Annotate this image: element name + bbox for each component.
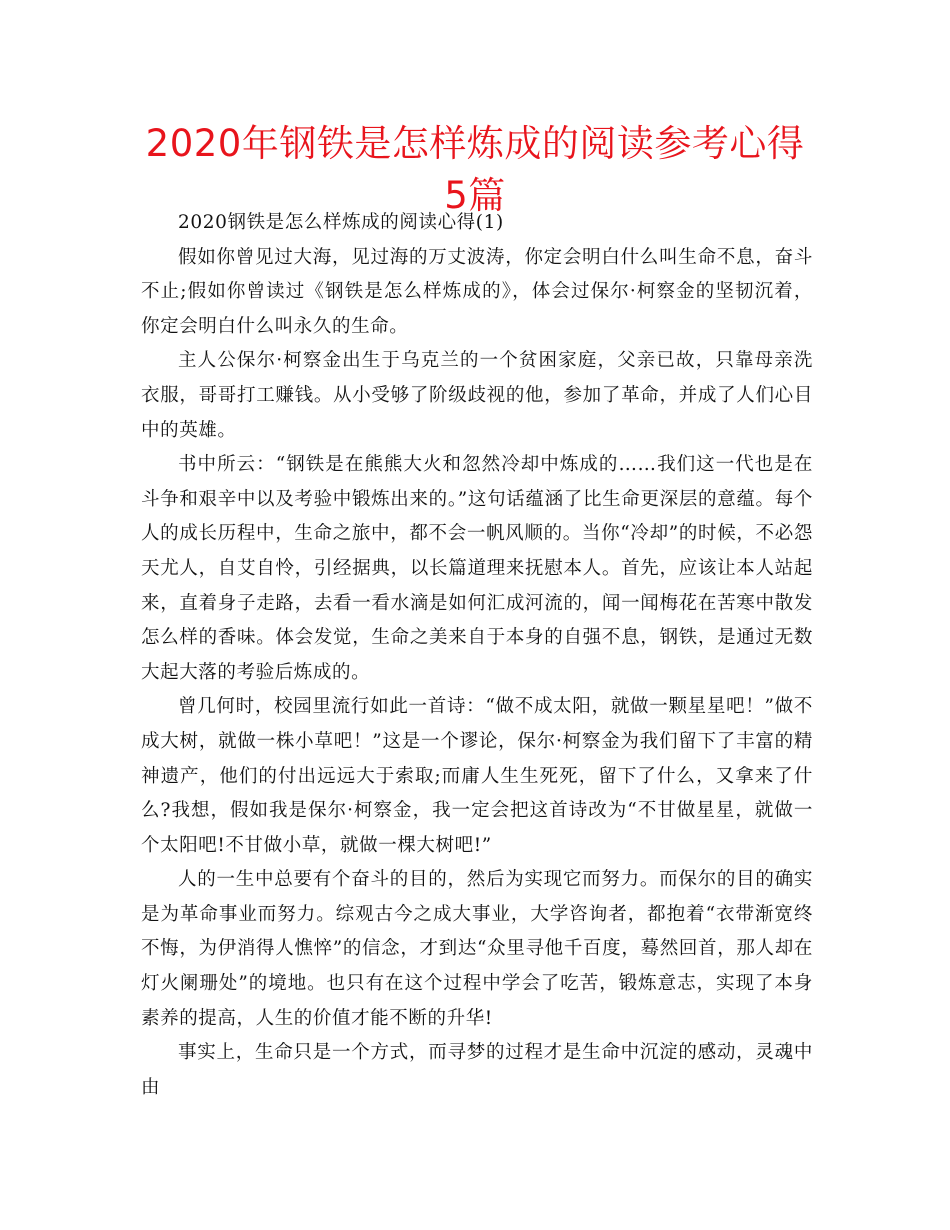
- paragraph: 事实上，生命只是一个方式，而寻梦的过程才是生命中沉淀的感动，灵魂中由: [141, 1042, 813, 1098]
- paragraph: 人的一生中总要有个奋斗的目的，然后为实现它而努力。而保尔的目的确实是为革命事业而努力。综观古今之成大事业，大学咨询者，都抱着“衣带渐宽终不悔，为伊消得人憔悴”的信念，才到达“众里寻他千百度，蓦然回首，那人却在灯火阑珊处”的境地。也只有在这个过程中学会了吃苦，锻炼意志，实现了本身素养的提高，人生的价值才能不断的升华!: [141, 869, 813, 1029]
- document-title: 2020年钢铁是怎样炼成的阅读参考心得5篇: [145, 122, 805, 217]
- paragraph: 主人公保尔·柯察金出生于乌克兰的一个贫困家庭，父亲已故，只靠母亲洗衣服，哥哥打工赚钱。从小受够了阶级歧视的他，参加了革命，并成了人们心目中的英雄。: [141, 350, 813, 441]
- document-body: [141, 206, 813, 1105]
- section-heading: 2020钢铁是怎么样炼成的阅读心得(1): [178, 212, 504, 233]
- paragraph: 书中所云：“钢铁是在熊熊大火和忽然冷却中炼成的……我们这一代也是在斗争和艰辛中以及考验中锻炼出来的。”这句话蕴涵了比生命更深层的意蕴。每个人的成长历程中，生命之旅中，都不会一帆风顺的。当你“冷却”的时候，不必怨天尤人，自艾自怜，引经据典，以长篇道理来抚慰本人。首先，应该让本人站起来，直着身子走路，去看一看水滴是如何汇成河流的，闻一闻梅花在苦寒中散发怎么样的香味。体会发觉，生命之美来自于本身的自强不息，钢铁，是通过无数大起大落的考验后炼成的。: [141, 454, 813, 683]
- paragraph: 曾几何时，校园里流行如此一首诗：“做不成太阳，就做一颗星星吧！”做不成大树，就做一株小草吧！”这是一个谬论，保尔·柯察金为我们留下了丰富的精神遗产，他们的付出远远大于索取;而庸人生生死死，留下了什么，又拿来了什么?我想，假如我是保尔·柯察金，我一定会把这首诗改为“不甘做星星，就做一个太阳吧!不甘做小草，就做一棵大树吧!”: [141, 696, 813, 856]
- paragraph: 假如你曾见过大海，见过海的万丈波涛，你定会明白什么叫生命不息，奋斗不止;假如你曾读过《钢铁是怎么样炼成的》，体会过保尔·柯察金的坚韧沉着，你定会明白什么叫永久的生命。: [141, 246, 813, 337]
